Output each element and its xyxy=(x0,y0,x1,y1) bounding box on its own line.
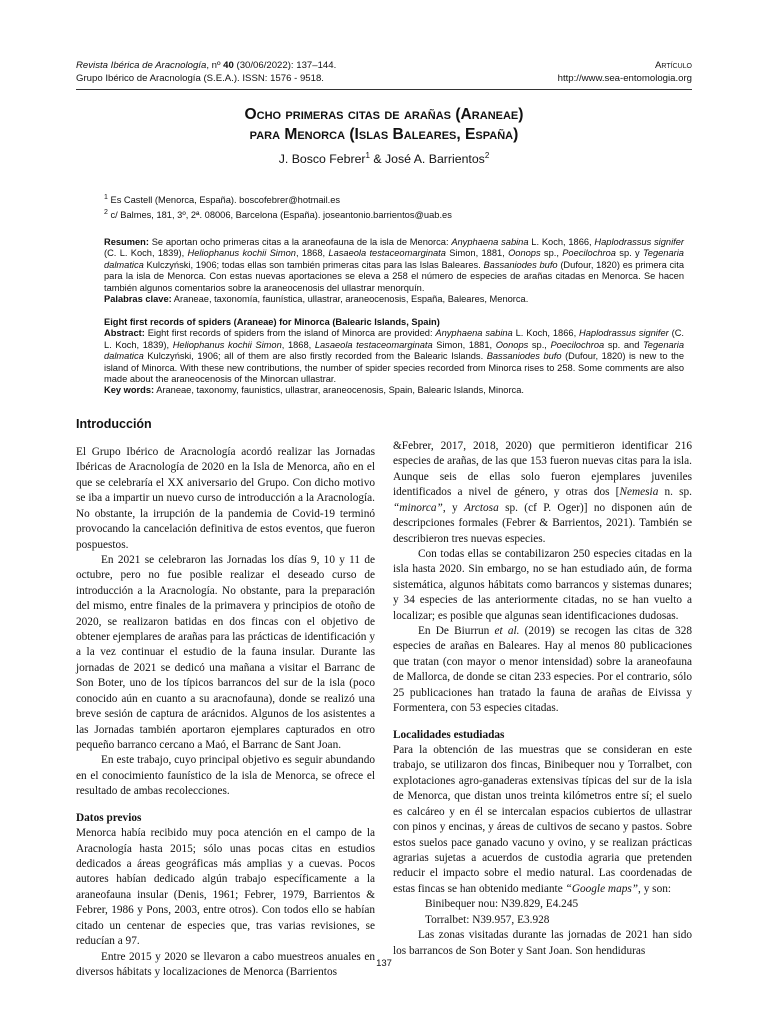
species-name: “minorca” xyxy=(393,501,443,514)
body-text: Para la obtención de las muestras que se consideran en este trabajo, se utilizaron dos fincas, Binibequer nou y Torralbet, con explotaciones agro-ganaderas extensivas típicas del sur de la isla de Menorca, que distan unos treinta kilómetros entre sí; el suelo es calcáreo y en él se intercalan espacios cubiertos de ullastrar con pinos y encinas, y áreas de cultivos de secano y pastos. Sobre estos suelos pace ganado vacuno y ovino, y se realizan prácticas agrarias sujetas a acuerdos de custodia agraria que pretenden reducir el impacto sobre el medio natural. Las coordenadas de estas fincas se han obtenido mediante xyxy=(393,744,692,895)
species-name: Poecilochroa xyxy=(562,248,616,259)
body-paragraph xyxy=(393,624,692,717)
affiliation-2-mark: 2 xyxy=(104,208,108,216)
body-text: En De Biurrun xyxy=(418,625,495,638)
author-1-affil-mark: 1 xyxy=(365,151,370,160)
author-1: J. Bosco Febrer xyxy=(278,152,366,167)
resumen-text: (Dufour, 1820) es primera cita para la isla de Menorca. Con estas nuevas aportaciones se eleva a 258 el número de especies de arañas citadas en Menorca. Se hacen también algunos comentarios sobre la araneocenosis del ullastrar menorquín. xyxy=(104,259,685,293)
body-paragraph: Menorca había recibido muy poca atención en el campo de la Aracnología hasta 2015; sólo unas pocas citas en estudios dedicados a áreas geográficas más amplias y a cuevas. Pocos autores habían dedicado algún trabajo específicamente a la araneofauna insular (Denis, 1961; Febrer, 1979, Barrientos & Febrer, 1986 y Pons, 2003, entre otros). Con todos ello se habían citado un centenar de especies que, tras varias revisiones, se reducían a 97. xyxy=(76,827,375,948)
journal-citation xyxy=(76,60,336,85)
species-name: Tegenaria dalmatica xyxy=(104,339,684,362)
species-name: Haplodrassus signifer xyxy=(579,328,669,339)
keywords-label: Key words: xyxy=(104,385,155,396)
article-title xyxy=(76,105,692,145)
resumen-paragraph xyxy=(104,237,684,294)
species-name: Haplodrassus signifer xyxy=(594,237,684,247)
body-paragraph xyxy=(393,743,692,897)
author-2-affil-mark: 2 xyxy=(484,151,490,160)
english-title-text: Eight first records of spiders (Araneae) for Minorca (Balearic Islands, Spain) xyxy=(104,316,440,327)
abstract-paragraph xyxy=(104,328,684,385)
journal-name: Revista Ibérica de Aracnología xyxy=(76,60,207,71)
body-text: &Febrer, 2017, 2018, 2020) que permitieron identificar 216 especies de arañas, de las que 153 fueron nuevas citas para la isla. Aunque seis de ellas solo fueron ejemplares juveniles identificados a nivel de género, y otras dos [ xyxy=(393,440,692,499)
abstract-label: Abstract: xyxy=(104,328,145,339)
google-maps-ref: “Google maps” xyxy=(565,882,639,895)
affiliation-2 xyxy=(104,207,684,222)
page-number: 137 xyxy=(376,958,392,969)
spacer xyxy=(76,800,375,811)
species-name: Tegenaria dalmatica xyxy=(104,248,684,270)
body-paragraph: En este trabajo, cuyo principal objetivo es seguir abundando en el conocimiento faunístico de la isla de Menorca, se ofrece el resultado de ambas recolecciones. xyxy=(76,754,375,798)
section-heading-datos-previos: Datos previos xyxy=(76,811,142,824)
resumen-text: sp., xyxy=(540,248,563,259)
abstract-text: sp., xyxy=(528,339,551,350)
affiliation-1-mark: 1 xyxy=(104,194,108,201)
species-name: Anyphaena sabina xyxy=(435,328,513,339)
authors-line xyxy=(76,151,692,166)
resumen-text: Kulczyński, 1906; todas ellas son también primeras citas para las Islas Baleares. xyxy=(143,259,484,270)
palabras-clave-paragraph xyxy=(104,294,684,305)
abstract-text: (C. L. Koch, 1839), xyxy=(104,328,685,350)
journal-issue-prefix: , nº xyxy=(206,60,224,71)
abstract-text: Simon, 1881, xyxy=(432,339,496,350)
body-text: (2019) se recogen las citas de 328 especies de arañas en Baleares. Hay al menos 80 publicaciones que tratan (con mayor o menor intensidad) sobre la araneofauna de Mallorca, de donde se citan 233 especies. Por el contrario, sólo 25 publicaciones han tratado la fauna de arañas de Eivissa y Formentera, con 53 especies citadas. xyxy=(393,625,693,715)
spacer xyxy=(393,717,692,728)
body-paragraph: En 2021 se celebraron las Jornadas los días 9, 10 y 11 de octubre, pero no fue posible realizar el deseado curso de introducción a la Aracnología. No obstante, para la preparación del mismo, entre finales de la primavera y principios de otoño de 2020, se realizaron batidas en dos fincas con el objetivo de obtener ejemplares de arañas para las prácticas de identificación y a la vez continuar el estudio de la fauna insular. Durante las jornadas de 2021 se dedicó una mañana a visitar el Barranc de Son Boter, uno de los típicos barrancos del sur de la isla (poco conocido aún en cuanto a su aracnofauna), donde se realizó una breve sesión de captura de arácnidos. Algunos de los asistentes a las Jornadas también aportaron ejemplares capturados en otro pequeño barranco cercano a Maó, el Barranc de Sant Joan. xyxy=(76,553,375,752)
journal-url[interactable]: http://www.sea-entomologia.org xyxy=(557,72,692,84)
affiliation-2-text: c/ Balmes, 181, 3º, 2ª. 08006, Barcelona (España). joseantonio.barrientos@uab.es xyxy=(107,209,452,220)
section-heading-localidades: Localidades estudiadas xyxy=(393,728,505,741)
abstract-text: Kulczyński, 1906; all of them are also firstly recorded from the Balearic Islands. xyxy=(143,351,487,362)
resumen-text: , 1868, xyxy=(295,248,329,259)
palabras-clave-text: Araneae, taxonomía, faunística, ullastrar, araneocenosis, España, Baleares, Menorca. xyxy=(171,294,529,305)
resumen-text: Simon, 1881, xyxy=(445,248,509,259)
header-right xyxy=(558,60,692,85)
running-header xyxy=(76,60,692,92)
species-name: Bassaniodes bufo xyxy=(486,351,562,362)
species-name: Nemesia xyxy=(619,486,659,499)
abstract-block xyxy=(104,237,684,397)
keywords-text: Araneae, taxonomy, faunistics, ullastrar, araneocenosis, Spain, Balearic Islands, Minorca. xyxy=(154,385,524,396)
journal-volume: 40 xyxy=(223,60,234,71)
species-name: Oonops xyxy=(508,248,541,259)
affiliation-1-text: Es Castell (Menorca, España). boscofebrer@hotmail.es xyxy=(107,195,341,206)
species-name: Lasaeola testaceomarginata xyxy=(314,339,433,350)
body-paragraph: Con todas ellas se contabilizaron 250 especies citadas en la isla hasta 2020. Sin embargo, no se han estudiado aún, de forma sistemática, algunos hábitats como barrancos y sistemas dunares; y 34 especies de las anteriormente citadas, no se han vuelto a localizar; es posible que algunas sean identificaciones dudosas. xyxy=(393,547,692,622)
journal-date-pages: (30/06/2022): 137–144. xyxy=(233,60,337,71)
species-name: Heliophanus kochii Simon xyxy=(187,248,296,259)
title-line-1: Ocho primeras citas de arañas (Araneae) xyxy=(244,106,524,123)
left-column xyxy=(76,417,375,980)
body-paragraph: Las zonas visitadas durante las jornadas de 2021 han sido los barrancos de Son Boter y Sant Joan. Son hendiduras xyxy=(393,929,692,957)
keywords-paragraph xyxy=(104,385,684,396)
species-name: Arctosa xyxy=(464,501,499,514)
article-type-label: Artículo xyxy=(655,60,692,71)
body-text: sp. (cf P. Oger)] no disponen aún de descripciones formales (Febrer & Barrientos, 2021). También se describieron tres nuevas especies. xyxy=(393,501,692,545)
body-text: n. sp. xyxy=(658,486,692,499)
body-paragraph: Entre 2015 y 2020 se llevaron a cabo muestreos anuales en diversos hábitats y localizaciones de Menorca (Barrientos xyxy=(76,950,375,978)
species-name: Bassaniodes bufo xyxy=(483,259,558,270)
abstract-text: sp. and xyxy=(604,339,643,350)
body-paragraph xyxy=(393,439,692,547)
resumen-text: Se aportan ocho primeras citas a la araneofauna de la isla de Menorca: xyxy=(148,237,452,247)
resumen-label: Resumen: xyxy=(104,237,149,247)
journal-group-issn: Grupo Ibérico de Aracnología (S.E.A.). ISSN: 1576 - 9518. xyxy=(76,72,324,84)
resumen-text: L. Koch, 1866, xyxy=(528,237,595,247)
title-line-2: para Menorca (Islas Baleares, España) xyxy=(249,126,519,143)
body-text: , y xyxy=(442,501,464,514)
abstract-text: L. Koch, 1866, xyxy=(512,328,580,339)
affiliations xyxy=(104,192,684,221)
coordinate-line: Binibequer nou: N39.829, E4.245 xyxy=(425,898,579,911)
et-al: et al. xyxy=(494,625,520,638)
resumen-text: sp. y xyxy=(615,248,643,259)
abstract-text: , 1868, xyxy=(281,339,315,350)
species-name: Poecilochroa xyxy=(550,339,605,350)
species-name: Oonops xyxy=(495,339,529,350)
author-2: José A. Barrientos xyxy=(385,152,485,167)
body-paragraph: El Grupo Ibérico de Aracnología acordó realizar las Jornadas Ibéricas de Aracnología de 2020 en la Isla de Menorca, año en el que se celebraría el XX aniversario del Grupo. Con dicho motivo se iba a impartir un nuevo curso de introducción a la Aracnología. No obstante, la irrupción de la pandemia de Covid-19 terminó provocando la cancelación definitiva de estos eventos, que fueron pospuestos. xyxy=(76,446,375,551)
body-text: , y son: xyxy=(638,882,671,895)
abstract-text: (Dufour, 1820) is new to the island of Minorca. With these new contributions, the number of spider species recorded from Minorca rises to 258. Some comments are also made about the araneocenosis of the Minorcan ullastrar. xyxy=(104,351,684,384)
palabras-clave-label: Palabras clave: xyxy=(104,294,172,305)
author-separator: & xyxy=(369,152,386,167)
section-heading-introduccion: Introducción xyxy=(76,417,152,431)
abstract-text: Eight first records of spiders from the island of Minorca are provided: xyxy=(144,328,436,339)
resumen-text: (C. L. Koch, 1839), xyxy=(104,248,188,259)
english-title xyxy=(104,317,684,328)
right-column xyxy=(393,439,692,959)
spacer xyxy=(104,306,684,317)
species-name: Lasaeola testaceomarginata xyxy=(328,248,446,259)
coordinate-line: Torralbet: N39.957, E3.928 xyxy=(425,913,550,926)
species-name: Anyphaena sabina xyxy=(451,237,529,247)
affiliation-1 xyxy=(104,192,684,207)
header-rule xyxy=(76,89,692,90)
species-name: Heliophanus kochii Simon xyxy=(172,339,282,350)
